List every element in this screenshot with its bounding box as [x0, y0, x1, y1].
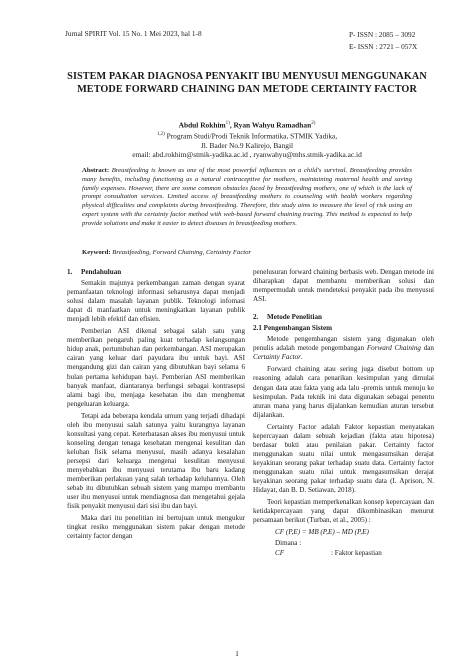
- definition-symbol: CF: [275, 549, 285, 558]
- paragraph: Teori kepastian memperkenalkan konsep kepercayaan dan ketidakpercayaan yang dapat dikombinasikan menurut persamaan berikut (Turban, et al., 2005) :: [253, 498, 434, 525]
- text-run: .: [300, 353, 303, 362]
- paragraph: Certainty Factor adalah Faktor kepastian menyatakan kepercayaan dalam sebuah kejadian (fakta atau hipotesa) berdasar bukti atau penilaian pakar. Certainty factor menggunakan suatu nilai untuk mengasumsikan derajat keyakinan seorang pakar terhadap suatu data. Certainty factor menggunakan suatu nilai untuk mengasumsikan derajat keyakinan seorang pakar terhadap suatu data (I. Aprison, N. Hidayat, dan B. D. Setiawan, 2018).: [253, 422, 434, 495]
- address: Jl. Bader No.9 Kalirejo, Bangil: [200, 140, 294, 150]
- eissn: E- ISSN : 2721 – 057X: [349, 42, 418, 51]
- definition-row: [253, 549, 434, 558]
- paragraph: [253, 335, 434, 362]
- author-block: [60, 119, 434, 160]
- author-names: [60, 119, 434, 130]
- page-number: 1: [235, 649, 239, 658]
- left-column: [67, 268, 245, 544]
- paragraph: Forward chaining atau sering juga disebut bottom up reasoning adalah cara penarikan kesimpulan yang dimulai dengan data atau fakta yang ada lalu -premis untuk menuju ke kesimpulan. Pada teknik ini data digunakan sebagai penentu aturan mana yang harus dijalankan kemudian aturan tersebut dijalankan.: [253, 365, 434, 419]
- text-run: dan: [420, 344, 434, 353]
- affiliation-text: Program Studi/Prodi Teknik Informatika, STMIK Yadika,: [166, 131, 338, 141]
- equation: CF (P,E) = MB (P,E) – MD (P,E): [275, 528, 369, 537]
- paragraph: Pemberian ASI dikenal sebagai salah satu yang memberikan pengaruh paling kuat terhadap kelangsungan hidup anak, pertumbuhan dan perkembangan. ASI merupakan cairan yang keluar dari payudara ibu untuk bayi. ASI mengandung gizi dan cairan yang dibutuhkan bayi selama 6 bulan pertama kehidupan bayi. Pemberian ASI memberikan banyak manfaat, diantaranya berfungsi sebagai kontrasepsi alami bagi ibu, menjaga kesehatan ibu dan menghemat pengeluaran keluarga.: [67, 327, 245, 408]
- paragraph: penelusuran forward chaining berbasis web. Dengan metode ini diharapkan dapat membantu memberikan solusi dan mempermudah untuk mendeteksi penyakit pada ibu menyusui ASI.: [253, 268, 434, 304]
- text-run-italic: Forward Chaining: [366, 344, 421, 353]
- keywords-label: Keyword:: [82, 249, 111, 256]
- abstract: [82, 167, 412, 228]
- paragraph: Semakin majunya perkembangan zaman dengan syarat pemanfaatan teknologi informasi seharusnya dapat menjadi solusi dalam masalah layanan publik. Teknologi infomasi dapat di manfaatkan untuk meningkatkan layanan publik menjadi lebih efektif dan efisien.: [67, 279, 245, 324]
- abstract-label: Abstract:: [82, 167, 110, 174]
- affiliation: [60, 130, 434, 141]
- paragraph: Maka dari itu penelitian ini bertujuan untuk mengukur tingkat resiko menggunakan sistem pakar dengan metode certainty factor dengan: [67, 514, 245, 541]
- definition-text: : Faktor kepastian: [331, 549, 382, 558]
- author-1-sup: 1): [225, 121, 230, 126]
- keywords: [82, 249, 412, 256]
- abstract-text: Breastfeeding is known as one of the most powerful influences on a child's survival. Breastfeeding provides many benefits, including functioning as a natural contraceptive for mothers, maintaining maternal health and saving family expenses. However, there are some common obstacles faced by breastfeeding mothers, one of which is the lack of prompt consultation services. Limited access of breastfeeding mothers to counseling with health workers regarding physical difficulties and complaints during breastfeeding. Therefore, this study aims to measure the level of risk using an expert system with the certainty factor method with web-based forward chaining tracing. This method is expected to help provide solutions and make it easier to detect diseases in breastfeeding mothers.: [82, 167, 412, 227]
- section-heading-1: [67, 268, 245, 277]
- section-1-number: 1.: [67, 268, 73, 276]
- author-1: Abdul Rokhim: [178, 120, 226, 130]
- section-1-title: Pendahuluan: [81, 268, 122, 276]
- journal-header: Jurnal SPIRIT Vol. 15 No. 1 Mei 2023, hal 1-8: [65, 29, 202, 38]
- dimana-label: Dimana :: [275, 539, 302, 548]
- author-separator: ,: [229, 120, 234, 130]
- pissn: P- ISSN : 2085 – 3092: [349, 30, 416, 39]
- email: email: abd.rokhim@stmik-yadika.ac.id , ryanwahyu@mhs.stmik-yadika.ac.id: [132, 150, 362, 160]
- paper-title: SISTEM PAKAR DIAGNOSA PENYAKIT IBU MENYUSUI MENGGUNAKAN METODE FORWARD CHAINING DAN METODE CERTAINTY FACTOR: [67, 71, 427, 96]
- paragraph: Tetapi ada beberapa kendala umum yang terjadi dihadapi oleh ibu menyusui salah satunya yaitu kurangnya layanan konsultasi yang cepat. Keterbatasan akses ibu menyusui untuk konseling dengan tenaga kesehatan mengenai kesulitan dan keluhan fisik selama menyusui, masih adanya kesalahan persepsi dari keluarga mengenai kesulitan menyusui menyebabkan ibu menyusui terutama ibu baru kadang memberikan perlakuan yang salah terhadap keluhannya. Oleh sebab itu dibutuhkan sebuah sistem yang mampu membantu user ibu menyusui untuk mendiagnosa dan mengetahui gejala fisik penyakit menyusui dari sisi ibu dan bayi.: [67, 411, 245, 511]
- text-run-italic: Certainty Factor: [253, 353, 301, 362]
- keywords-text: Breastfeeding, Forward Chaining, Certainty Factor: [110, 249, 252, 256]
- section-heading-2: [253, 313, 434, 322]
- affiliation-sup: 1,2): [156, 131, 165, 137]
- section-2-number: 2.: [253, 313, 259, 322]
- subsection-heading-2-1: 2.1 Pengembangan Sistem: [253, 324, 333, 333]
- right-column: [253, 268, 434, 558]
- author-2-sup: 2): [311, 121, 316, 126]
- author-2: Ryan Wahyu Ramadhan: [233, 120, 312, 130]
- text-run: Metode pengembangan sistem yang digunakan oleh penulis adalah metode pengembangan: [253, 335, 434, 353]
- section-2-title: Metode Penelitian: [267, 313, 322, 322]
- issn-block: [349, 29, 417, 53]
